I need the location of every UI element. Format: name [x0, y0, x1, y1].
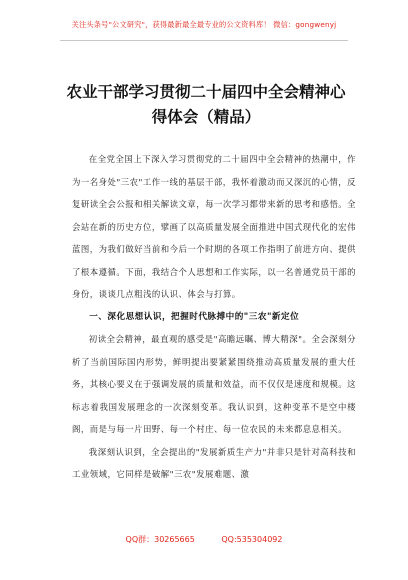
section-heading: 一、深化思想认识，把握时代脉搏中的"三农"新定位: [89, 311, 300, 322]
body-paragraph: 我深刻认识到，全会提出的"发展新质生产力"并非只是针对高科技和工业领域，它同样是破解"三农"发展难题、激: [72, 446, 356, 479]
body-paragraph: 初读全会精神，最直观的感受是"高瞻远瞩、博大精深"。全会深刻分析了当前国际国内形势，鲜明提出要紧紧围绕推动高质量发展的重大任务，其核心要义在于强调发展的质量和效益，而不仅仅是速度和规模。这标志着我国发展理念的一次深刻变革。我认识到，这种变革不是空中楼阁，而是与每一片田野、每一个村庄、每一位农民的未来都息息相关。: [72, 334, 356, 434]
document-title: 农业干部学习贯彻二十届四中全会精神心得体会（精品）: [66, 83, 346, 126]
footer-qq-group: QQ群：30265665: [125, 535, 195, 544]
footer-contact: [0, 534, 408, 545]
header-divider: [60, 40, 348, 41]
intro-paragraph: 在全党全国上下深入学习贯彻党的二十届四中全会精神的热潮中，作为一名身处"三农"工作一线的基层干部，我怀着激动而又深沉的心情，反复研读全会公报和相关解读文章，每一次学习都带来新的思考和感悟。全会站在新的历史方位，擘画了以高质量发展全面推进中国式现代化的宏伟蓝图，为我们做好当前和今后一个时期的各项工作指明了前进方向、提供了根本遵循。下面，我结合个人思想和工作实际，以一名普通党员干部的身份，谈谈几点粗浅的认识、体会与打算。: [72, 154, 356, 299]
footer-qq: QQ:535304092: [221, 535, 283, 544]
document-body: [72, 148, 356, 486]
header-banner: 关注头条号"公文研究"，获得最新最全最专业的公文资料库！ 微信：gongwenyj: [71, 20, 337, 29]
